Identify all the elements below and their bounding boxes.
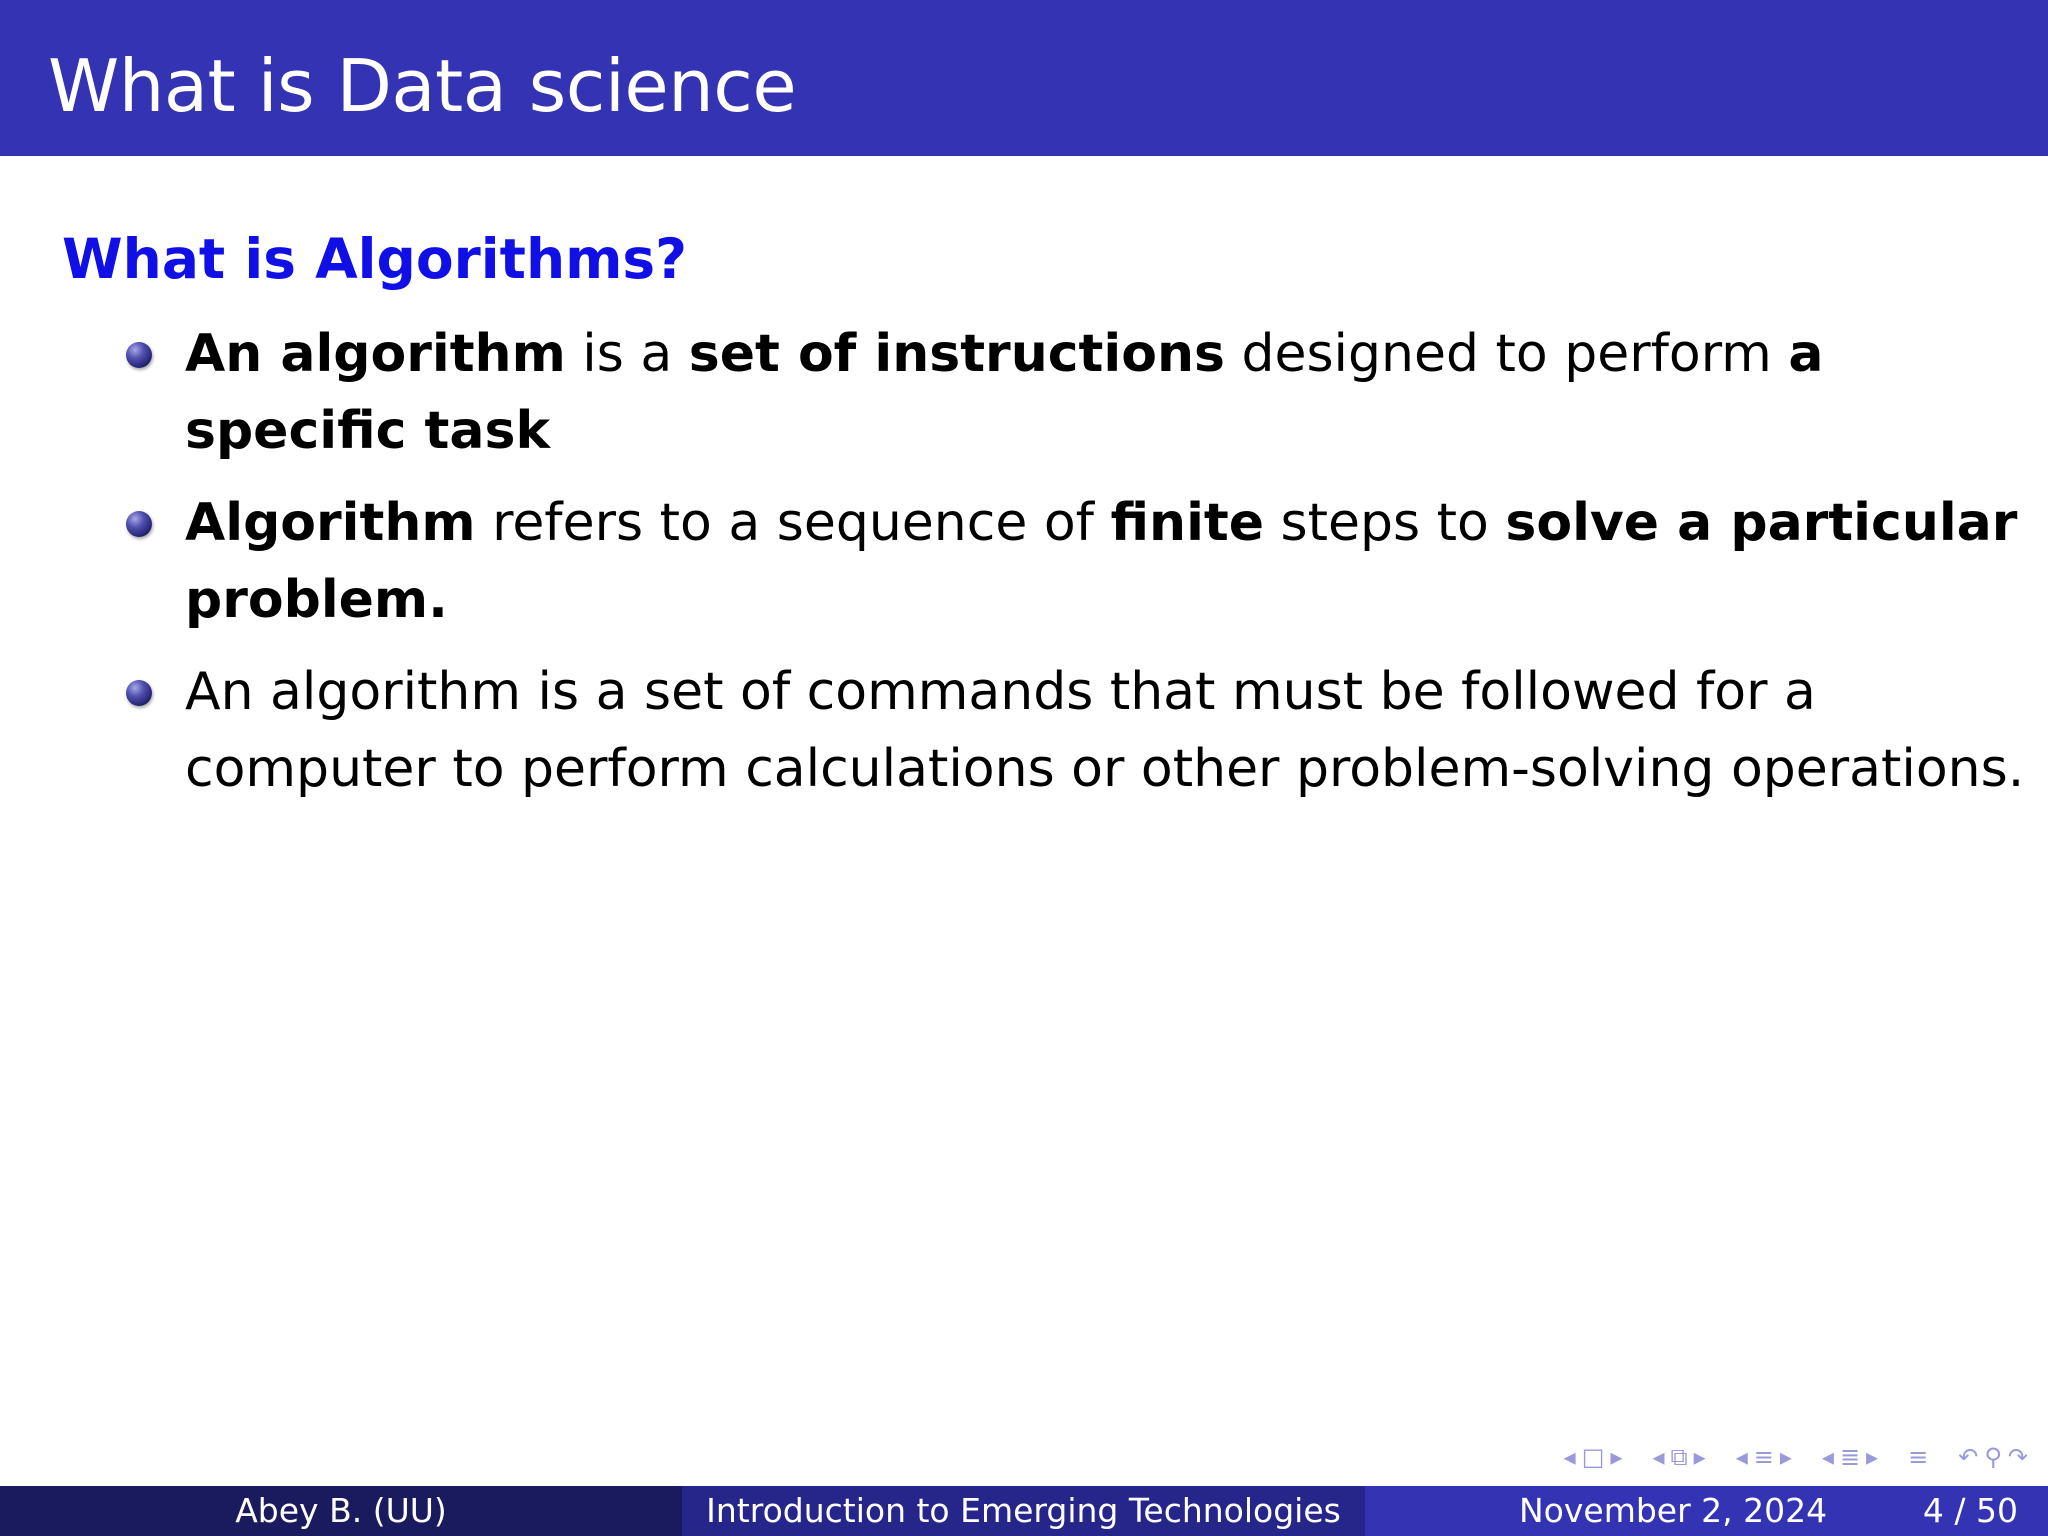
nav-section-icon[interactable]: ≡ (1753, 1443, 1774, 1471)
nav-prev-slide-icon[interactable]: ◂ (1563, 1443, 1576, 1471)
text-run: is a (565, 324, 689, 384)
bold-text-run: a (1788, 324, 1824, 384)
nav-part-icon[interactable]: ≣ (1839, 1443, 1861, 1471)
frame-title-bar (0, 0, 2048, 156)
bold-text-run: problem. (185, 570, 448, 630)
bold-text-run: Algorithm (185, 493, 476, 553)
nav-next-part-icon[interactable]: ▸ (1866, 1443, 1879, 1471)
nav-outline-icon[interactable]: ≡ (1908, 1443, 1929, 1471)
block-title: What is Algorithms? (62, 227, 688, 291)
nav-forward-icon[interactable]: ↷ (2007, 1443, 2028, 1471)
footer-bar (0, 1486, 2048, 1536)
nav-prev-section-icon[interactable]: ◂ (1735, 1443, 1748, 1471)
bullet-item-3 (185, 654, 2025, 808)
beamer-navigation-bar (1564, 1441, 2028, 1473)
text-run: refers to a sequence of (475, 493, 1111, 553)
bold-text-run: specific task (185, 401, 551, 461)
bold-text-run: solve a particular (1505, 493, 2018, 553)
bold-text-run: set of instructions (688, 324, 1225, 384)
footer-date-page (1365, 1486, 2048, 1536)
bullet-line (185, 731, 2025, 808)
bullet-ball-icon (126, 511, 152, 537)
nav-frame-icon[interactable]: □ (1581, 1443, 1605, 1471)
nav-prev-part-icon[interactable]: ◂ (1821, 1443, 1834, 1471)
nav-prev-subsection-icon[interactable]: ◂ (1652, 1443, 1665, 1471)
footer-author: Abey B. (UU) (0, 1486, 682, 1536)
nav-next-section-icon[interactable]: ▸ (1779, 1443, 1792, 1471)
bullet-line (185, 485, 2018, 562)
bullet-ball-icon (126, 342, 152, 368)
text-run: An algorithm is a set of commands that must be followed for a (185, 662, 1816, 722)
text-run: designed to perform (1224, 324, 1789, 384)
bullet-item-2 (185, 485, 2018, 639)
bold-text-run: An algorithm (185, 324, 566, 384)
bullet-item-1 (185, 316, 2015, 470)
nav-next-subsection-icon[interactable]: ▸ (1693, 1443, 1706, 1471)
text-run: computer to perform calculations or other problem-solving operations. (185, 739, 2025, 799)
footer-course-title: Introduction to Emerging Technologies (682, 1486, 1365, 1536)
text-run: steps to (1264, 493, 1506, 553)
bullet-line (185, 316, 2015, 393)
nav-next-slide-icon[interactable]: ▸ (1610, 1443, 1623, 1471)
frame-title: What is Data science (48, 44, 797, 128)
bullet-line (185, 654, 2015, 731)
footer-page-number[interactable]: 4 / 50 (1922, 1491, 2018, 1530)
nav-back-icon[interactable]: ↶ (1958, 1443, 1979, 1471)
nav-subsection-icon[interactable]: ⧉ (1670, 1443, 1688, 1471)
bold-text-run: finite (1110, 493, 1265, 553)
bullet-ball-icon (126, 680, 152, 706)
nav-search-icon[interactable]: ⚲ (1984, 1443, 2002, 1471)
bullet-line (185, 562, 2015, 639)
footer-date: November 2, 2024 (1519, 1491, 1828, 1530)
bullet-line (185, 393, 2015, 470)
